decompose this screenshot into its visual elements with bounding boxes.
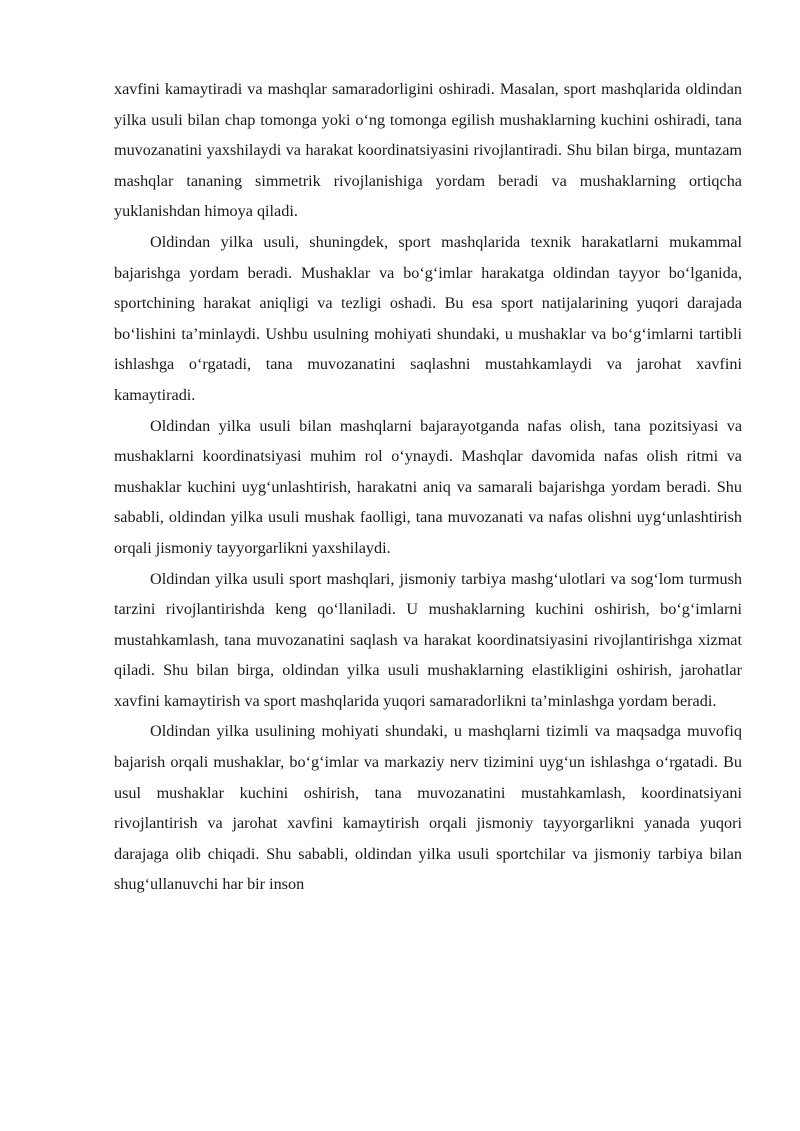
paragraph-essence: Oldindan yilka usulining mohiyati shundaki, u mashqlarni tizimli va maqsadga muvofiq bajarish orqali mushaklar, bo‘g‘imlar va markaziy nerv tizimini uyg‘un ishlashga o‘rgatadi. Bu usul mushaklar kuchini oshirish, tana muvozanatini mustahkamlash, koordinatsiyani rivojlantirish va jarohat xavfini kamaytirish orqali jismoniy tayyorgarlikni yanada yuqori darajaga olib chiqadi. Shu sababli, oldindan yilka usuli sportchilar va jismoniy tarbiya bilan shug‘ullanuvchi har bir inson — [114, 722, 742, 894]
paragraph-technique: Oldindan yilka usuli, shuningdek, sport mashqlarida texnik harakatlarni mukammal bajarishga yordam beradi. Mushaklar va bo‘g‘imlar harakatga oldindan tayyor bo‘lganida, sportchining harakat aniqligi va tezligi oshadi. Bu esa sport natijalarining yuqori darajada bo‘lishini ta’minlaydi. Ushbu usulning mohiyati shundaki, u mushaklar va bo‘g‘imlarni tartibli ishlashga o‘rgatadi, tana muvozanatini saqlashni mustahkamlaydi va jarohat xavfini kamaytiradi. — [114, 232, 742, 404]
paragraph-breathing: Oldindan yilka usuli bilan mashqlarni bajarayotganda nafas olish, tana pozitsiyasi va mushaklarni koordinatsiyasi muhim rol o‘ynaydi. Mashqlar davomida nafas olish ritmi va mushaklar kuchini uyg‘unlashtirish, harakatni aniq va samarali bajarishga yordam beradi. Shu sababli, oldindan yilka usuli mushak faolligi, tana muvozanati va nafas olishni uyg‘unlashtirish orqali jismoniy tayyorgarlikni yaxshilaydi. — [114, 416, 742, 557]
paragraph-application: Oldindan yilka usuli sport mashqlari, jismoniy tarbiya mashg‘ulotlari va sog‘lom turmush tarzini rivojlantirishda keng qo‘llaniladi. U mushaklarning kuchini oshirish, bo‘g‘imlarni mustahkamlash, tana muvozanatini saqlash va harakat koordinatsiyasini rivojlantirishga xizmat qiladi. Shu bilan birga, oldindan yilka usuli mushaklarning elastikligini oshirish, jarohatlar xavfini kamaytirish va sport mashqlarida yuqori samaradorlikni ta’minlashga yordam beradi. — [114, 569, 742, 710]
document-page — [114, 74, 742, 900]
paragraph-continuation: xavfini kamaytiradi va mashqlar samaradorligini oshiradi. Masalan, sport mashqlarida oldindan yilka usuli bilan chap tomonga yoki o‘ng tomonga egilish mushaklarning kuchini oshiradi, tana muvozanatini yaxshilaydi va harakat koordinatsiyasini rivojlantiradi. Shu bilan birga, muntazam mashqlar tananing simmetrik rivojlanishiga yordam beradi va mushaklarning ortiqcha yuklanishdan himoya qiladi. — [114, 80, 742, 221]
